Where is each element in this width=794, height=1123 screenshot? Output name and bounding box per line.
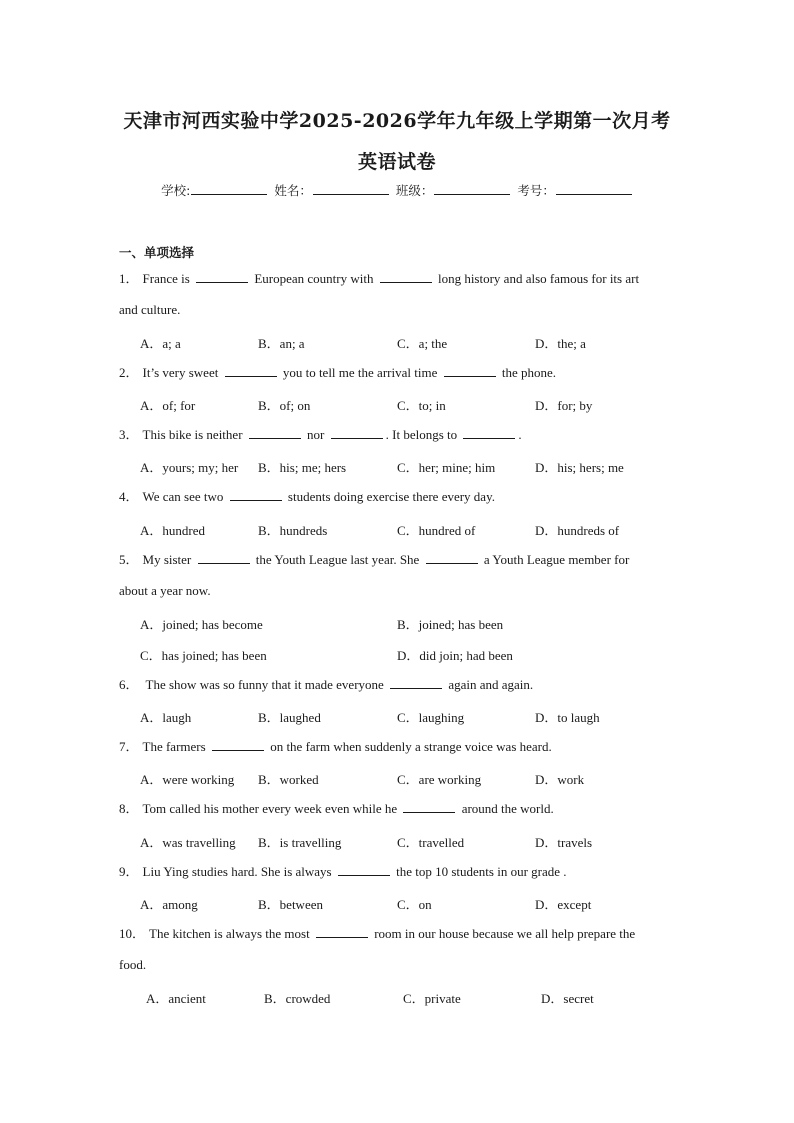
class-blank[interactable] (434, 183, 510, 195)
question-4 (119, 481, 679, 512)
option-a[interactable]: A．hundred (140, 523, 205, 538)
option-d[interactable]: D．hundreds of (535, 523, 620, 538)
question-6 (119, 669, 679, 700)
options-row (140, 457, 700, 477)
question-text: European country with (251, 271, 377, 286)
question-text: We can see two (142, 489, 227, 504)
option-c[interactable]: C．are working (397, 772, 482, 787)
answer-blank (463, 428, 515, 439)
option-d[interactable]: D．except (535, 897, 592, 912)
question-text: a Youth League member for (480, 552, 630, 567)
options-row (140, 894, 700, 914)
question-text: This bike is neither (142, 427, 246, 442)
question-number: 9． (119, 864, 139, 879)
question-text: you to tell me the arrival time (279, 365, 441, 380)
option-b[interactable]: B．between (258, 897, 323, 912)
question-text: The show was so funny that it made everyone (142, 677, 388, 692)
option-a[interactable]: A．were working (140, 772, 235, 787)
option-d[interactable]: D．for; by (535, 398, 593, 413)
option-d[interactable]: D．travels (535, 835, 593, 850)
answer-blank (331, 428, 383, 439)
option-b[interactable]: B．is travelling (258, 835, 342, 850)
page-subtitle: 英语试卷 (357, 151, 436, 173)
question-number: 3． (119, 427, 139, 442)
option-a[interactable]: A．a; a (140, 336, 181, 351)
answer-blank (230, 490, 282, 501)
question-10 (119, 918, 679, 980)
question-text: long history and also famous for its art (434, 271, 640, 286)
answer-blank (380, 272, 432, 283)
option-a[interactable]: A．of; for (140, 398, 196, 413)
question-text: the top 10 students in our grade . (392, 864, 567, 879)
question-text: Liu Ying studies hard. She is always (142, 864, 335, 879)
option-b[interactable]: B．crowded (264, 991, 331, 1006)
question-text: My sister (142, 552, 195, 567)
answer-blank (212, 740, 264, 751)
option-b[interactable]: B．joined; has been (397, 617, 504, 632)
question-text: Tom called his mother every week even while he (142, 801, 401, 816)
question-text: students doing exercise there every day. (284, 489, 495, 504)
options-row (140, 395, 700, 415)
option-d[interactable]: D．his; hers; me (535, 460, 624, 475)
question-5 (119, 544, 679, 606)
question-text: . (518, 427, 522, 442)
option-a[interactable]: A．laugh (140, 710, 192, 725)
answer-blank (225, 366, 277, 377)
question-3 (119, 419, 679, 450)
option-c[interactable]: C．laughing (397, 710, 465, 725)
option-a[interactable]: A．ancient (146, 991, 206, 1006)
question-text: the phone. (498, 365, 556, 380)
option-d[interactable]: D．the; a (535, 336, 586, 351)
option-a[interactable]: A．was travelling (140, 835, 236, 850)
options-row (140, 520, 700, 540)
option-d[interactable]: D．secret (541, 991, 594, 1006)
option-c[interactable]: C．a; the (397, 336, 448, 351)
answer-blank (338, 865, 390, 876)
name-label: 姓名： (274, 183, 312, 198)
school-label: 学校: (161, 183, 191, 198)
question-1 (119, 263, 679, 325)
answer-blank (403, 802, 455, 813)
class-label: 班级： (395, 183, 434, 198)
question-text: The kitchen is always the most (149, 926, 313, 941)
question-text: nor (303, 427, 328, 442)
name-blank[interactable] (313, 183, 389, 195)
answer-blank (444, 366, 496, 377)
question-8 (119, 793, 679, 824)
answer-blank (426, 553, 478, 564)
option-b[interactable]: B．of; on (258, 398, 311, 413)
option-a[interactable]: A．among (140, 897, 198, 912)
answer-blank (249, 428, 301, 439)
school-blank[interactable] (191, 183, 267, 195)
question-number: 1． (119, 271, 139, 286)
options-row (146, 988, 706, 1008)
question-text: It’s very sweet (142, 365, 222, 380)
option-c[interactable]: C．travelled (397, 835, 465, 850)
options-row (140, 645, 700, 665)
question-number: 4． (119, 489, 139, 504)
question-text-continued: about a year now. (119, 583, 211, 598)
question-2 (119, 357, 679, 388)
options-row (140, 769, 700, 789)
option-c[interactable]: C．her; mine; him (397, 460, 496, 475)
question-text: The farmers (142, 739, 209, 754)
answer-blank (198, 553, 250, 564)
answer-blank (390, 678, 442, 689)
option-b[interactable]: B．an; a (258, 336, 305, 351)
question-number: 7． (119, 739, 139, 754)
question-number: 10． (119, 926, 146, 941)
options-row (140, 707, 700, 727)
option-d[interactable]: D．work (535, 772, 585, 787)
question-text-continued: and culture. (119, 302, 181, 317)
question-9 (119, 856, 679, 887)
option-c[interactable]: C．to; in (397, 398, 446, 413)
option-d[interactable]: D．did join; had been (397, 648, 513, 663)
answer-blank (196, 272, 248, 283)
option-d[interactable]: D．to laugh (535, 710, 600, 725)
option-a[interactable]: A．yours; my; her (140, 460, 239, 475)
option-b[interactable]: B．his; me; hers (258, 460, 347, 475)
option-c[interactable]: C．on (397, 897, 432, 912)
page-title: 天津市河西实验中学2025-2026学年九年级上学期第一次月考 (123, 110, 671, 132)
section-title: 一、单项选择 (119, 245, 195, 260)
question-number: 6． (119, 677, 139, 692)
option-c[interactable]: C．has joined; has been (140, 648, 267, 663)
question-text-continued: food. (119, 957, 147, 972)
question-text: again and again. (445, 677, 534, 692)
options-row (140, 832, 700, 852)
question-number: 8． (119, 801, 139, 816)
question-text: the Youth League last year. She (252, 552, 423, 567)
option-c[interactable]: C．private (403, 991, 461, 1006)
option-b[interactable]: B．laughed (258, 710, 321, 725)
option-b[interactable]: B．worked (258, 772, 319, 787)
question-7 (119, 731, 679, 762)
question-text: France is (142, 271, 194, 286)
exam-number-blank[interactable] (556, 183, 632, 195)
option-a[interactable]: A．joined; has become (140, 617, 263, 632)
question-text: on the farm when suddenly a strange voice was heard. (266, 739, 552, 754)
student-info-row (0, 181, 794, 199)
option-b[interactable]: B．hundreds (258, 523, 328, 538)
options-row (140, 333, 700, 353)
question-text: around the world. (458, 801, 554, 816)
question-number: 2． (119, 365, 139, 380)
question-text: . It belongs to (385, 427, 461, 442)
question-text: room in our house because we all help prepare the (370, 926, 636, 941)
option-c[interactable]: C．hundred of (397, 523, 476, 538)
question-number: 5． (119, 552, 139, 567)
answer-blank (316, 927, 368, 938)
exam-number-label: 考号： (517, 183, 555, 198)
options-row (140, 614, 700, 634)
